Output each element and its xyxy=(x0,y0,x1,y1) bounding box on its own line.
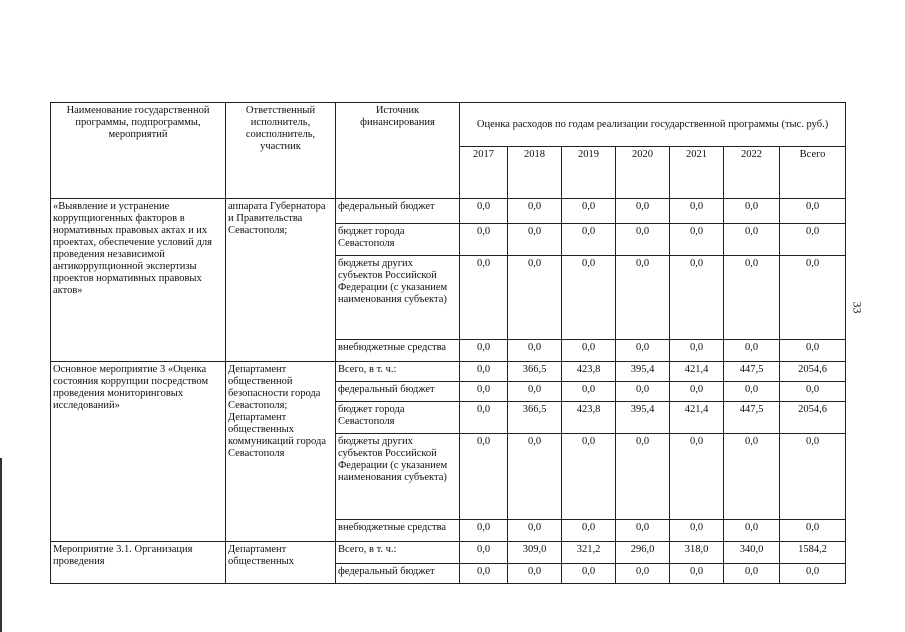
year-value-cell: 0,0 xyxy=(616,256,670,340)
funding-source: внебюджетные средства xyxy=(336,520,460,542)
year-value-cell: 366,5 xyxy=(508,402,562,434)
responsible-executor: аппарата Губернатора и Правительства Севастополя; xyxy=(226,199,336,362)
year-value-cell: 0,0 xyxy=(616,520,670,542)
scan-edge-mark xyxy=(0,458,5,632)
year-value-cell: 0,0 xyxy=(670,434,724,520)
table-row xyxy=(51,199,846,224)
year-value-cell: 0,0 xyxy=(562,224,616,256)
program-name: «Выявление и устранение коррупциогенных факторов в нормативных правовых актах и их проектах, обеспечение условий для проведения независимой антикоррупционной экспертизы проектов нормативных правовых актов» xyxy=(51,199,226,362)
budget-table xyxy=(50,102,846,584)
year-value-cell: 0,0 xyxy=(616,382,670,402)
year-value-cell: 0,0 xyxy=(508,520,562,542)
year-value-cell: 0,0 xyxy=(562,520,616,542)
total-value-cell: 0,0 xyxy=(780,564,846,584)
year-value-cell: 0,0 xyxy=(562,199,616,224)
funding-source: бюджет города Севастополя xyxy=(336,224,460,256)
header-year: 2020 xyxy=(616,147,670,199)
year-value-cell: 423,8 xyxy=(562,362,616,382)
year-value-cell: 0,0 xyxy=(724,199,780,224)
total-value-cell: 0,0 xyxy=(780,256,846,340)
year-value-cell: 0,0 xyxy=(670,256,724,340)
year-value-cell: 421,4 xyxy=(670,362,724,382)
year-value-cell: 0,0 xyxy=(724,520,780,542)
year-value-cell: 0,0 xyxy=(670,340,724,362)
year-value-cell: 395,4 xyxy=(616,362,670,382)
year-value-cell: 321,2 xyxy=(562,542,616,564)
year-value-cell: 318,0 xyxy=(670,542,724,564)
page-number: 33 xyxy=(850,301,865,314)
year-value-cell: 0,0 xyxy=(460,224,508,256)
year-value-cell: 0,0 xyxy=(460,542,508,564)
year-value-cell: 0,0 xyxy=(724,434,780,520)
year-value-cell: 0,0 xyxy=(616,564,670,584)
year-value-cell: 0,0 xyxy=(616,224,670,256)
year-value-cell: 0,0 xyxy=(724,224,780,256)
total-value-cell: 2054,6 xyxy=(780,362,846,382)
header-year: 2018 xyxy=(508,147,562,199)
total-value-cell: 2054,6 xyxy=(780,402,846,434)
year-value-cell: 0,0 xyxy=(460,340,508,362)
total-value-cell: 1584,2 xyxy=(780,542,846,564)
header-total: Всего xyxy=(780,147,846,199)
header-name: Наименование государственной программы, подпрограммы, мероприятий xyxy=(51,103,226,199)
year-value-cell: 0,0 xyxy=(724,564,780,584)
funding-source: внебюджетные средства xyxy=(336,340,460,362)
funding-source: федеральный бюджет xyxy=(336,199,460,224)
year-value-cell: 0,0 xyxy=(460,199,508,224)
year-value-cell: 0,0 xyxy=(460,256,508,340)
year-value-cell: 0,0 xyxy=(724,382,780,402)
total-value-cell: 0,0 xyxy=(780,382,846,402)
year-value-cell: 296,0 xyxy=(616,542,670,564)
header-responsible: Ответственный исполнитель, соисполнитель, участник xyxy=(226,103,336,199)
year-value-cell: 447,5 xyxy=(724,402,780,434)
year-value-cell: 0,0 xyxy=(724,340,780,362)
funding-source: федеральный бюджет xyxy=(336,382,460,402)
total-value-cell: 0,0 xyxy=(780,199,846,224)
year-value-cell: 0,0 xyxy=(562,340,616,362)
year-value-cell: 0,0 xyxy=(670,199,724,224)
responsible-executor: Департамент общественной безопасности города Севастополя; Департамент общественных коммуникаций города Севастополя xyxy=(226,362,336,542)
year-value-cell: 0,0 xyxy=(508,256,562,340)
funding-source: Всего, в т. ч.: xyxy=(336,362,460,382)
year-value-cell: 0,0 xyxy=(616,199,670,224)
funding-source: бюджет города Севастополя xyxy=(336,402,460,434)
header-year: 2019 xyxy=(562,147,616,199)
year-value-cell: 0,0 xyxy=(562,434,616,520)
year-value-cell: 0,0 xyxy=(508,382,562,402)
year-value-cell: 0,0 xyxy=(670,382,724,402)
year-value-cell: 0,0 xyxy=(562,382,616,402)
year-value-cell: 0,0 xyxy=(508,564,562,584)
total-value-cell: 0,0 xyxy=(780,340,846,362)
total-value-cell: 0,0 xyxy=(780,520,846,542)
year-value-cell: 309,0 xyxy=(508,542,562,564)
year-value-cell: 0,0 xyxy=(508,199,562,224)
funding-source: Всего, в т. ч.: xyxy=(336,542,460,564)
header-estimate: Оценка расходов по годам реализации государственной программы (тыс. руб.) xyxy=(460,103,846,147)
year-value-cell: 366,5 xyxy=(508,362,562,382)
year-value-cell: 0,0 xyxy=(616,340,670,362)
year-value-cell: 340,0 xyxy=(724,542,780,564)
header-year: 2021 xyxy=(670,147,724,199)
year-value-cell: 423,8 xyxy=(562,402,616,434)
table-row xyxy=(51,362,846,382)
year-value-cell: 0,0 xyxy=(460,434,508,520)
funding-source: федеральный бюджет xyxy=(336,564,460,584)
header-source: Источник финансирования xyxy=(336,103,460,199)
year-value-cell: 395,4 xyxy=(616,402,670,434)
year-value-cell: 447,5 xyxy=(724,362,780,382)
year-value-cell: 0,0 xyxy=(670,564,724,584)
year-value-cell: 0,0 xyxy=(460,520,508,542)
program-name: Основное мероприятие 3 «Оценка состояния коррупции посредством проведения мониторинговых исследований» xyxy=(51,362,226,542)
year-value-cell: 0,0 xyxy=(460,382,508,402)
table-row xyxy=(51,542,846,564)
funding-source: бюджеты других субъектов Российской Федерации (с указанием наименования субъекта) xyxy=(336,434,460,520)
total-value-cell: 0,0 xyxy=(780,434,846,520)
header-row xyxy=(51,103,846,147)
header-year: 2017 xyxy=(460,147,508,199)
year-value-cell: 0,0 xyxy=(460,362,508,382)
year-value-cell: 0,0 xyxy=(460,402,508,434)
year-value-cell: 0,0 xyxy=(508,434,562,520)
year-value-cell: 0,0 xyxy=(460,564,508,584)
total-value-cell: 0,0 xyxy=(780,224,846,256)
year-value-cell: 0,0 xyxy=(508,340,562,362)
program-name: Мероприятие 3.1. Организация проведения xyxy=(51,542,226,584)
year-value-cell: 421,4 xyxy=(670,402,724,434)
header-year: 2022 xyxy=(724,147,780,199)
year-value-cell: 0,0 xyxy=(670,224,724,256)
year-value-cell: 0,0 xyxy=(670,520,724,542)
funding-source: бюджеты других субъектов Российской Федерации (с указанием наименования субъекта) xyxy=(336,256,460,340)
responsible-executor: Департамент общественных xyxy=(226,542,336,584)
year-value-cell: 0,0 xyxy=(562,256,616,340)
year-value-cell: 0,0 xyxy=(724,256,780,340)
year-value-cell: 0,0 xyxy=(508,224,562,256)
year-value-cell: 0,0 xyxy=(562,564,616,584)
year-value-cell: 0,0 xyxy=(616,434,670,520)
